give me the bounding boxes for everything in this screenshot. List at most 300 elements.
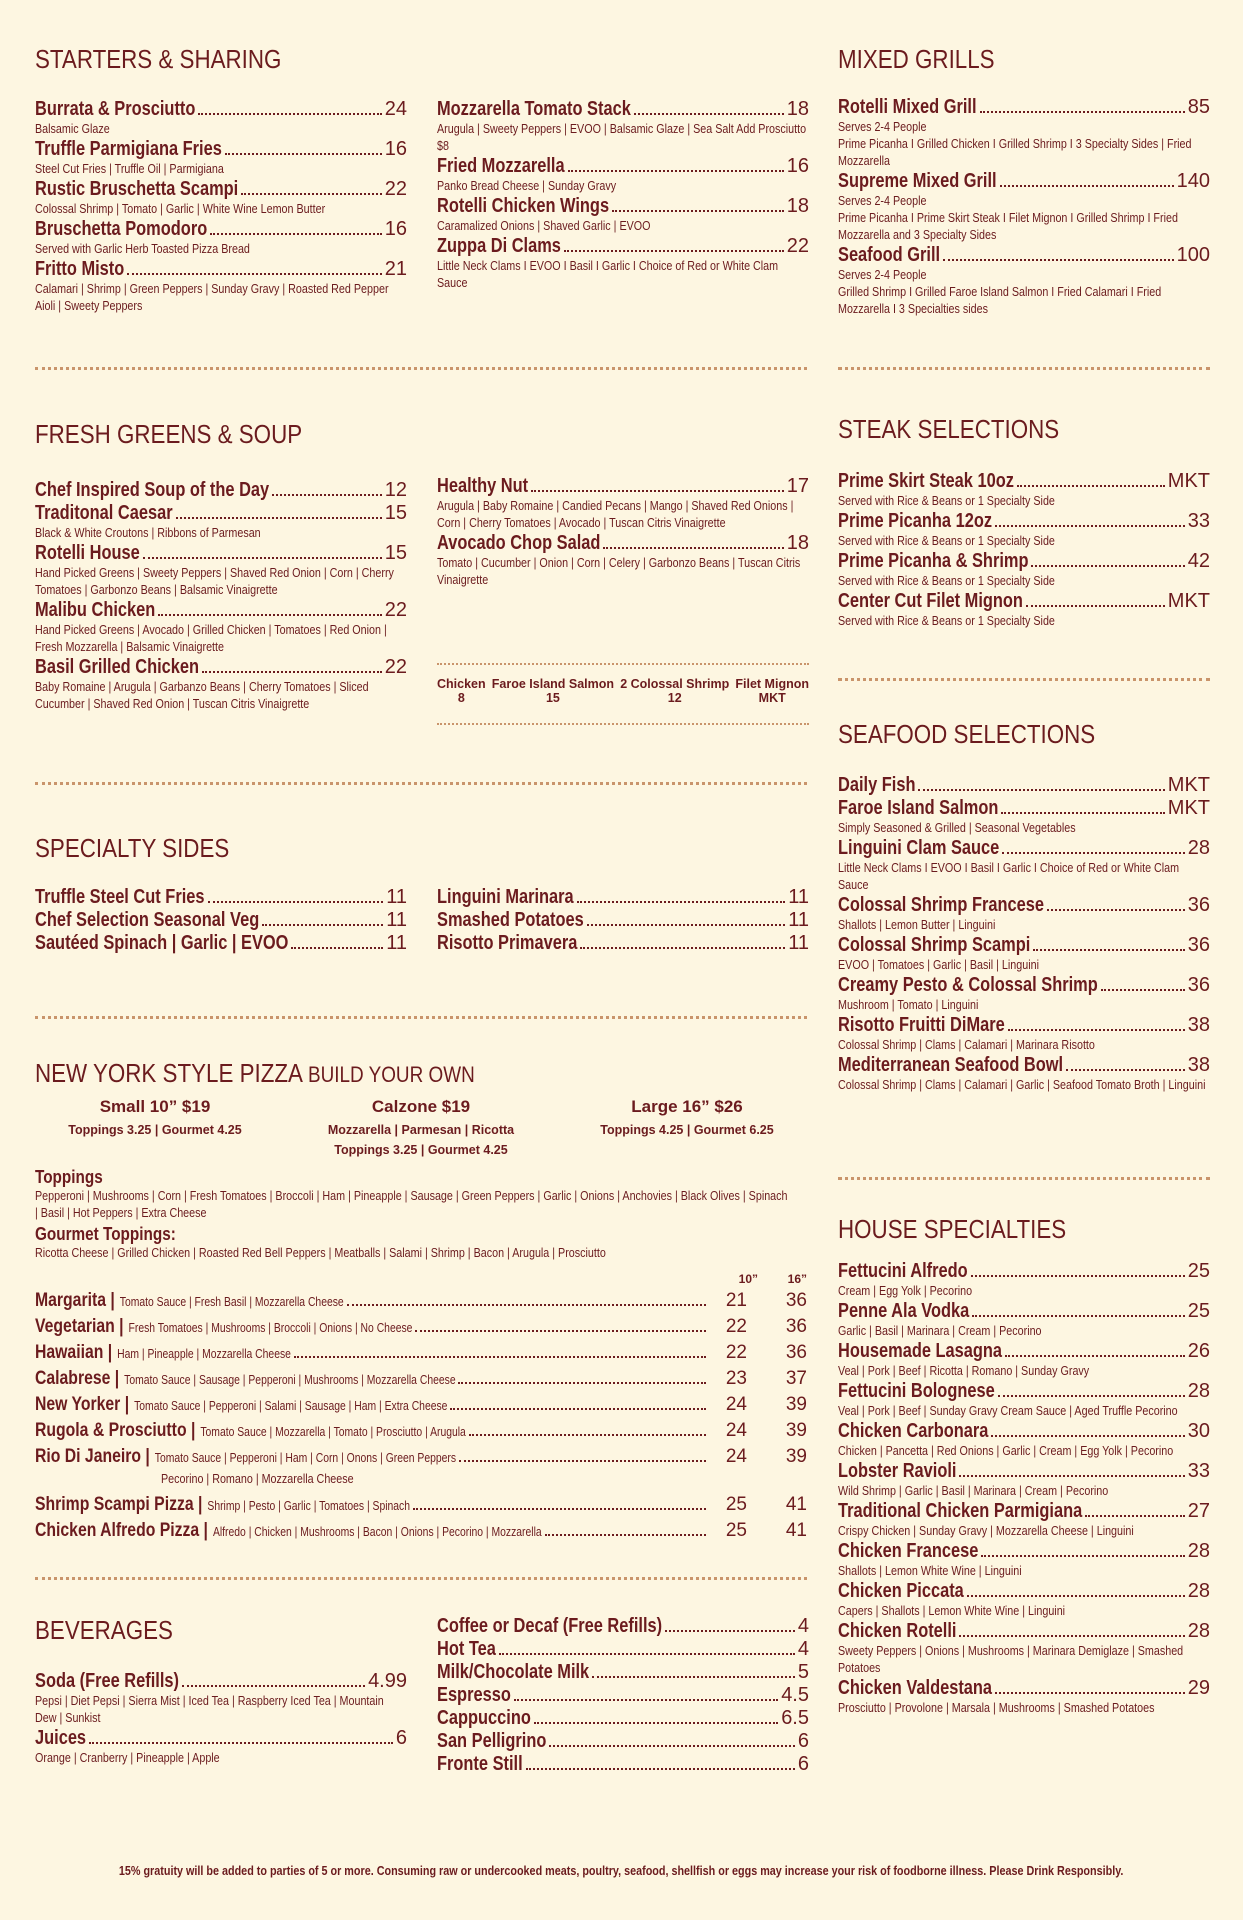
item-description: Colossal Shrimp | Tomato | Garlic | White Wine Lemon Butter: [35, 202, 326, 216]
item-price: 100: [1176, 244, 1210, 266]
item-name: Mozzarella Tomato Stack: [437, 98, 631, 120]
item-description: Little Neck Clams I EVOO I Basil I Garlic I Choice of Red or White Clam Sauce: [437, 259, 779, 290]
pizza-description: Ham | Pineapple | Mozzarella Cheese: [117, 1347, 291, 1361]
leader-dots: [991, 1435, 1184, 1437]
item-description: Capers | Shallots | Lemon White Wine | Linguini: [838, 1604, 1066, 1618]
item-name: Fronte Still: [437, 1753, 523, 1775]
menu-item: [838, 550, 1210, 590]
item-name: Chef Inspired Soup of the Day: [35, 479, 270, 501]
divider: [437, 723, 809, 725]
item-price: 33: [1187, 510, 1210, 532]
leader-dots: [967, 1595, 1185, 1597]
toppings-list: Pepperoni | Mushrooms | Corn | Fresh Tomatoes | Broccoli | Ham | Pineapple | Sausage | Green Peppers | Garlic | Onions | Anchovies | Black Olives | Spinach | Basil | Hot Peppers | Extra Cheese: [35, 1189, 788, 1220]
item-name: San Pelligrino: [437, 1730, 547, 1752]
menu-item: [35, 909, 407, 932]
item-name: Fettucini Alfredo: [838, 1260, 968, 1282]
leader-dots: [995, 525, 1185, 527]
price-16: 36: [785, 1342, 807, 1363]
menu-item: [838, 96, 1210, 170]
leader-dots: [241, 193, 382, 195]
section-title: MIXED GRILLS: [838, 44, 995, 74]
leader-dots: [182, 1685, 365, 1687]
item-name: Bruschetta Pomodoro: [35, 218, 208, 240]
pizza-item: [35, 1394, 807, 1419]
leader-dots: [568, 170, 784, 172]
item-name: Coffee or Decaf (Free Refills): [437, 1615, 663, 1637]
sides-section: [35, 833, 815, 864]
item-name: Risotto Fruitti DiMare: [838, 1014, 1005, 1036]
item-name: Smashed Potatoes: [437, 909, 584, 931]
footer-disclaimer: 15% gratuity will be added to parties of 5 or more. Consuming raw or undercooked meats, poultry, seafood, shellfish or eggs may increase your risk of foodborne illness. Please Drink Responsibly.: [119, 1863, 1124, 1878]
menu-item: [35, 886, 407, 909]
leader-dots: [143, 557, 382, 559]
item-price: 5: [797, 1661, 809, 1683]
item-description: EVOO | Tomatoes | Garlic | Basil | Linguini: [838, 958, 1039, 972]
section-title: STEAK SELECTIONS: [838, 414, 1060, 444]
menu-item: [838, 1540, 1210, 1580]
beverages-section: [35, 1615, 407, 1646]
leader-dots: [450, 1408, 706, 1410]
price-16: 41: [785, 1520, 807, 1541]
price-10: 25: [725, 1494, 747, 1515]
leader-dots: [545, 1534, 706, 1536]
pizza-name: Rio Di Janeiro |: [35, 1446, 150, 1467]
size-line: Toppings 3.25 | Gourmet 4.25: [334, 1143, 508, 1157]
leader-dots: [262, 924, 383, 926]
item-price: 11: [788, 909, 809, 931]
item-name: Avocado Chop Salad: [437, 532, 601, 554]
item-description: Mushroom | Tomato | Linguini: [838, 998, 979, 1012]
menu-item: [838, 170, 1210, 244]
pizza-description: Tomato Sauce | Sausage | Pepperoni | Mushrooms | Mozzarella Cheese: [124, 1373, 456, 1387]
pizza-item: [35, 1290, 807, 1315]
menu-item: [838, 797, 1210, 837]
item-price: 25: [1187, 1260, 1210, 1282]
item-description: Orange | Cranberry | Pineapple | Apple: [35, 1751, 220, 1765]
item-name: Cappuccino: [437, 1707, 531, 1729]
col-16-label: 16”: [787, 1272, 807, 1286]
item-name: Truffle Parmigiana Fries: [35, 138, 222, 160]
addon-item: [492, 677, 614, 705]
sides-right-column: [437, 886, 809, 955]
leader-dots: [612, 210, 784, 212]
size-line: Toppings 3.25 | Gourmet 4.25: [68, 1123, 242, 1137]
menu-item: [437, 1684, 809, 1707]
item-name: Prime Picanha & Shrimp: [838, 550, 1029, 572]
item-price: 6: [797, 1730, 809, 1752]
item-price: 22: [384, 656, 407, 678]
leader-dots: [592, 1676, 795, 1678]
pizza-item: [35, 1446, 807, 1488]
item-name: Chicken Valdestana: [838, 1677, 993, 1699]
starters-left-column: [35, 98, 407, 315]
pizza-size: [35, 1097, 275, 1157]
item-price: 30: [1187, 1420, 1210, 1442]
item-price: 33: [1187, 1460, 1210, 1482]
menu-item: [437, 235, 809, 292]
sides-left-column: [35, 886, 407, 955]
item-price: 22: [384, 178, 407, 200]
leader-dots: [665, 1630, 795, 1632]
pizza-item: [35, 1342, 807, 1367]
beverages-left-column: [35, 1670, 407, 1767]
item-price: MKT: [1167, 590, 1210, 612]
leader-dots: [1101, 989, 1185, 991]
item-price: 4: [797, 1638, 809, 1660]
item-price: 4.99: [368, 1670, 407, 1692]
menu-item: [35, 138, 407, 178]
menu-item: [838, 1677, 1210, 1717]
item-name: Burrata & Prosciutto: [35, 98, 196, 120]
divider: [838, 678, 1210, 681]
item-price: 11: [386, 886, 407, 908]
leader-dots: [1017, 485, 1165, 487]
leader-dots: [291, 947, 383, 949]
price-16: 36: [785, 1290, 807, 1311]
leader-dots: [459, 1460, 706, 1462]
item-price: 15: [384, 502, 407, 524]
leader-dots: [347, 1304, 706, 1306]
pizza-sizes: [35, 1097, 807, 1157]
item-name: Chicken Carbonara: [838, 1420, 989, 1442]
leader-dots: [89, 1742, 393, 1744]
menu-item: [437, 1661, 809, 1684]
leader-dots: [959, 1635, 1184, 1637]
item-price: MKT: [1167, 774, 1210, 796]
menu-item: [35, 218, 407, 258]
addon-item: [437, 677, 486, 705]
item-name: Traditional Chicken Parmigiana: [838, 1500, 1083, 1522]
addon-price: 8: [457, 691, 465, 705]
item-price: 36: [1187, 894, 1210, 916]
leader-dots: [1000, 185, 1174, 187]
leader-dots: [210, 233, 382, 235]
price-10: 21: [725, 1290, 747, 1311]
item-description: Sweety Peppers | Onions | Mushrooms | Marinara Demiglaze | Smashed Potatoes: [838, 1644, 1184, 1675]
leader-dots: [980, 111, 1185, 113]
item-name: Colossal Shrimp Francese: [838, 894, 1044, 916]
menu-item: [838, 1580, 1210, 1620]
menu-item: [838, 1260, 1210, 1300]
item-description: Serves 2-4 People Grilled Shrimp I Grilled Faroe Island Salmon I Fried Calamari I Fried Mozzarella I 3 Specialties sides: [838, 268, 1162, 316]
leader-dots: [1005, 1355, 1185, 1357]
item-price: 29: [1187, 1677, 1210, 1699]
menu-item: [437, 1638, 809, 1661]
section-title: SPECIALTY SIDES: [35, 833, 230, 863]
beverages-right-column: [437, 1615, 809, 1776]
pizza-description: Fresh Tomatoes | Mushrooms | Broccoli | Onions | No Cheese: [128, 1321, 413, 1335]
menu-item: [437, 195, 809, 235]
item-description: Served with Rice & Beans or 1 Specialty Side: [838, 574, 1055, 588]
addon-name: 2 Colossal Shrimp: [620, 677, 730, 691]
addon-price: 15: [545, 691, 560, 705]
menu-item: [437, 1753, 809, 1776]
price-10: 24: [725, 1446, 747, 1467]
menu-item: [35, 258, 407, 315]
item-description: Arugula | Baby Romaine | Candied Pecans | Mango | Shaved Red Onions | Corn | Cherry Tomatoes | Avocado | Tuscan Citris Vinaigrette: [437, 499, 794, 530]
menu-item: [838, 470, 1210, 510]
item-name: Zuppa Di Clams: [437, 235, 561, 257]
item-price: 85: [1187, 96, 1210, 118]
price-10: 23: [725, 1368, 747, 1389]
item-price: 38: [1187, 1054, 1210, 1076]
divider: [35, 367, 807, 370]
item-name: Espresso: [437, 1684, 511, 1706]
menu-item: [35, 656, 407, 713]
greens-section: [35, 419, 815, 450]
section-title: STARTERS & SHARING: [35, 44, 282, 74]
leader-dots: [971, 1275, 1185, 1277]
item-name: Malibu Chicken: [35, 599, 156, 621]
menu-item: [35, 1670, 407, 1727]
item-name: Truffle Steel Cut Fries: [35, 886, 205, 908]
mixed-grills-section: [838, 44, 1210, 75]
size-name: Small 10” $19: [99, 1097, 211, 1116]
item-description: Served with Garlic Herb Toasted Pizza Bread: [35, 242, 250, 256]
item-price: 22: [384, 599, 407, 621]
starters-section: [35, 44, 815, 75]
price-10: 22: [725, 1342, 747, 1363]
item-name: Penne Ala Vodka: [838, 1300, 970, 1322]
leader-dots: [415, 1330, 706, 1332]
pizza-section: [35, 1058, 815, 1089]
item-name: Chicken Francese: [838, 1540, 979, 1562]
menu-item: [838, 774, 1210, 797]
item-price: 12: [384, 479, 407, 501]
item-description: Serves 2-4 People Prime Picanha I Grilled Chicken I Grilled Shrimp I 3 Specialty Sides | Fried Mozzarella: [838, 120, 1192, 168]
pizza-description: Tomato Sauce | Pepperoni | Ham | Corn | Onons | Green Peppers: [154, 1451, 457, 1465]
menu-item: [838, 1460, 1210, 1500]
item-description: Balsamic Glaze: [35, 122, 110, 136]
toppings-label: Toppings: [35, 1167, 103, 1187]
pizza-size: [301, 1097, 541, 1157]
leader-dots: [918, 789, 1164, 791]
steak-list: [838, 470, 1210, 630]
pizza-description: Tomato Sauce | Pepperoni | Salami | Sausage | Ham | Extra Cheese: [134, 1399, 448, 1413]
menu-item: [838, 1380, 1210, 1420]
item-description: Served with Rice & Beans or 1 Specialty Side: [838, 494, 1055, 508]
item-name: Linguini Clam Sauce: [838, 837, 1000, 859]
leader-dots: [577, 901, 786, 903]
pizza-description-cont: Pecorino | Romano | Mozzarella Cheese: [161, 1472, 354, 1486]
divider: [838, 1177, 1210, 1180]
addon-item: [620, 677, 729, 705]
item-name: Supreme Mixed Grill: [838, 170, 997, 192]
item-price: 6: [797, 1753, 809, 1775]
item-description: Tomato | Cucumber | Onion | Corn | Celery | Garbonzo Beans | Tuscan Citris Vinaigrette: [437, 556, 801, 587]
menu-item: [838, 1054, 1210, 1094]
item-price: 6.5: [781, 1707, 809, 1729]
size-line: Toppings 4.25 | Gourmet 6.25: [600, 1123, 774, 1137]
item-price: 28: [1187, 1580, 1210, 1602]
pizza-name: New Yorker |: [35, 1394, 130, 1415]
item-description: Shallots | Lemon White Wine | Linguini: [838, 1564, 1022, 1578]
addon-name: Faroe Island Salmon: [491, 677, 615, 691]
item-name: Fettucini Bolognese: [838, 1380, 995, 1402]
item-price: 18: [786, 532, 809, 554]
price-16: 37: [785, 1368, 807, 1389]
steak-section: [838, 414, 1210, 445]
pizza-description: Shrimp | Pesto | Garlic | Tomatoes | Spinach: [207, 1499, 411, 1513]
item-price: 16: [384, 138, 407, 160]
item-description: Veal | Pork | Beef | Ricotta | Romano | Sunday Gravy: [838, 1364, 1090, 1378]
addon-price: MKT: [758, 691, 786, 705]
item-price: 42: [1187, 550, 1210, 572]
menu-item: [437, 1707, 809, 1730]
item-description: Hand Picked Greens | Sweety Peppers | Shaved Red Onion | Corn | Cherry Tomatoes | Garbonzo Beans | Balsamic Vinaigrette: [35, 566, 394, 597]
menu-item: [35, 502, 407, 542]
item-name: Lobster Ravioli: [838, 1460, 957, 1482]
pizza-size: [567, 1097, 807, 1157]
leader-dots: [1033, 949, 1184, 951]
menu-item: [838, 1300, 1210, 1340]
leader-dots: [202, 671, 382, 673]
item-price: 15: [384, 542, 407, 564]
item-name: Healthy Nut: [437, 475, 529, 497]
item-price: 24: [384, 98, 407, 120]
price-16: 36: [785, 1316, 807, 1337]
menu-item: [35, 542, 407, 599]
menu-item: [437, 532, 809, 589]
pizza-toppings: [35, 1167, 807, 1262]
leader-dots: [294, 1356, 706, 1358]
item-description: Crispy Chicken | Sunday Gravy | Mozzarella Cheese | Linguini: [838, 1524, 1134, 1538]
item-description: Panko Bread Cheese | Sunday Gravy: [437, 179, 617, 193]
house-section: [838, 1214, 1210, 1245]
item-description: Served with Rice & Beans or 1 Specialty Side: [838, 534, 1055, 548]
pizza-item: [35, 1316, 807, 1341]
gourmet-list: Ricotta Cheese | Grilled Chicken | Roasted Red Bell Peppers | Meatballs | Salami | Shrimp | Bacon | Arugula | Prosciutto: [35, 1246, 606, 1260]
item-description: Cream | Egg Yolk | Pecorino: [838, 1284, 973, 1298]
addon-name: Chicken: [437, 677, 486, 691]
menu-item: [838, 837, 1210, 894]
item-price: MKT: [1167, 470, 1210, 492]
item-price: 11: [788, 886, 809, 908]
item-price: 140: [1176, 170, 1210, 192]
item-price: 16: [384, 218, 407, 240]
leader-dots: [413, 1508, 706, 1510]
item-price: 28: [1187, 1540, 1210, 1562]
item-name: Basil Grilled Chicken: [35, 656, 200, 678]
menu-item: [437, 155, 809, 195]
item-name: Hot Tea: [437, 1638, 496, 1660]
item-description: Garlic | Basil | Marinara | Cream | Pecorino: [838, 1324, 1042, 1338]
menu-item: [838, 974, 1210, 1014]
section-title: [35, 1058, 706, 1089]
addon-name: Filet Mignon: [735, 677, 809, 691]
item-description: Pepsi | Diet Pepsi | Sierra Mist | Iced Tea | Raspberry Iced Tea | Mountain Dew | Sunkist: [35, 1694, 384, 1725]
item-name: Sautéed Spinach | Garlic | EVOO: [35, 932, 289, 954]
pizza-list: [35, 1290, 807, 1546]
leader-dots: [549, 1745, 795, 1747]
menu-item: [838, 1620, 1210, 1677]
item-price: 6: [395, 1727, 407, 1749]
leader-dots: [564, 250, 784, 252]
leader-dots: [1085, 1515, 1185, 1517]
item-name: Linguini Marinara: [437, 886, 574, 908]
menu-item: [437, 475, 809, 532]
item-description: Serves 2-4 People Prime Picanha I Prime Skirt Steak I Filet Mignon I Grilled Shrimp I Fried Mozzarella and 3 Specialty Sides: [838, 194, 1178, 242]
item-name: Rustic Bruschetta Scampi: [35, 178, 239, 200]
menu-item: [35, 599, 407, 656]
item-name: Chicken Rotelli: [838, 1620, 957, 1642]
item-description: Steel Cut Fries | Truffle Oil | Parmigiana: [35, 162, 224, 176]
greens-right-column: [437, 475, 809, 589]
leader-dots: [1047, 909, 1185, 911]
leader-dots: [127, 273, 381, 275]
size-line: Mozzarella | Parmesan | Ricotta: [327, 1123, 515, 1137]
leader-dots: [458, 1382, 706, 1384]
pizza-name: Chicken Alfredo Pizza |: [35, 1520, 208, 1541]
leader-dots: [534, 1722, 778, 1724]
pizza-name: Calabrese |: [35, 1368, 120, 1389]
item-price: 36: [1187, 974, 1210, 996]
menu-item: [838, 1014, 1210, 1054]
price-16: 41: [785, 1494, 807, 1515]
item-name: Traditonal Caesar: [35, 502, 173, 524]
menu-item: [437, 98, 809, 155]
item-name: Fritto Misto: [35, 258, 125, 280]
leader-dots: [499, 1653, 795, 1655]
salad-addons: [437, 677, 809, 705]
leader-dots: [972, 1315, 1185, 1317]
item-description: Colossal Shrimp | Clams | Calamari | Garlic | Seafood Tomato Broth | Linguini: [838, 1078, 1206, 1092]
menu-item: [838, 510, 1210, 550]
item-name: Chef Selection Seasonal Veg: [35, 909, 260, 931]
pizza-item: [35, 1494, 807, 1519]
house-list: [838, 1260, 1210, 1717]
pizza-name: Margarita |: [35, 1290, 115, 1311]
item-description: Chicken | Pancetta | Red Onions | Garlic | Cream | Egg Yolk | Pecorino: [838, 1444, 1174, 1458]
item-price: 36: [1187, 934, 1210, 956]
leader-dots: [1031, 565, 1184, 567]
item-price: 28: [1187, 1380, 1210, 1402]
leader-dots: [514, 1699, 778, 1701]
size-name: Large 16” $26: [631, 1097, 743, 1116]
item-price: 26: [1187, 1340, 1210, 1362]
item-description: Shallots | Lemon Butter | Linguini: [838, 918, 996, 932]
item-description: Wild Shrimp | Garlic | Basil | Marinara | Cream | Pecorino: [838, 1484, 1109, 1498]
seafood-list: [838, 774, 1210, 1094]
leader-dots: [225, 153, 382, 155]
item-name: Juices: [35, 1727, 87, 1749]
item-description: Black & White Croutons | Ribbons of Parmesan: [35, 526, 261, 540]
leader-dots: [531, 490, 784, 492]
price-10: 22: [725, 1316, 747, 1337]
divider: [35, 782, 807, 785]
leader-dots: [1001, 812, 1164, 814]
menu-item: [437, 886, 809, 909]
item-name: Housemade Lasagna: [838, 1340, 1003, 1362]
pizza-description: Tomato Sauce | Fresh Basil | Mozzarella Cheese: [119, 1295, 344, 1309]
pizza-name: Shrimp Scampi Pizza |: [35, 1494, 203, 1515]
item-name: Center Cut Filet Mignon: [838, 590, 1023, 612]
item-description: Calamari | Shrimp | Green Peppers | Sunday Gravy | Roasted Red Pepper Aioli | Sweety Peppers: [35, 282, 389, 313]
menu-item: [838, 934, 1210, 974]
item-price: 27: [1187, 1500, 1210, 1522]
price-16: 39: [785, 1420, 807, 1441]
divider: [35, 1016, 807, 1019]
menu-item: [437, 932, 809, 955]
item-name: Rotelli Chicken Wings: [437, 195, 610, 217]
menu-item: [35, 178, 407, 218]
divider: [437, 663, 809, 665]
menu-item: [838, 590, 1210, 630]
price-16: 39: [785, 1446, 807, 1467]
item-price: 11: [788, 932, 809, 954]
pizza-item: [35, 1420, 807, 1445]
item-price: 11: [386, 932, 407, 954]
